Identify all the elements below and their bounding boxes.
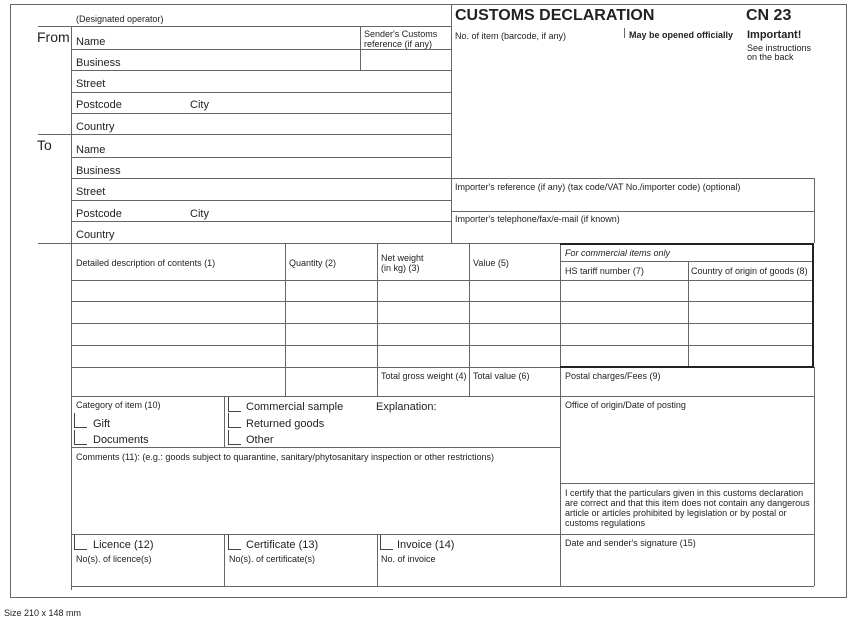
addressee-business-label[interactable]: Business: [76, 165, 121, 177]
instructions-line-1: See instructions: [747, 43, 812, 53]
certification-text: I certify that the particulars given in this customs declaration are correct and that this item does not contain any dangerous article or articles prohibited by legislation or by postal or customs regulations: [565, 488, 810, 528]
value-header: Value (5): [473, 258, 509, 268]
gift-checkbox[interactable]: [74, 413, 87, 428]
addressee-country-label[interactable]: Country: [76, 229, 115, 241]
important-label: Important!: [747, 29, 802, 41]
addressee-postcode-label[interactable]: Postcode: [76, 208, 122, 220]
licence-label: Licence (12): [93, 539, 154, 551]
sender-street-label[interactable]: Street: [76, 78, 106, 90]
gift-label: Gift: [93, 418, 111, 430]
office-of-origin-label[interactable]: Office of origin/Date of posting: [565, 400, 686, 410]
licence-number-label[interactable]: No(s). of licence(s): [76, 554, 152, 564]
returned-goods-label: Returned goods: [246, 418, 325, 430]
item-number-label: No. of item (barcode, if any): [455, 31, 567, 41]
importer-reference-label[interactable]: Importer's reference (if any) (tax code/VAT No./importer code) (optional): [455, 182, 741, 192]
form-code: CN 23: [746, 7, 792, 24]
documents-checkbox[interactable]: [74, 430, 87, 445]
importer-contact-label[interactable]: Importer's telephone/fax/e-mail (if known): [455, 214, 620, 224]
sender-business-label[interactable]: Business: [76, 57, 121, 69]
instructions-line-2: on the back: [747, 52, 794, 62]
invoice-label: Invoice (14): [397, 539, 455, 551]
sender-country-label[interactable]: Country: [76, 121, 115, 133]
certificate-number-label[interactable]: No(s). of certificate(s): [229, 554, 316, 564]
comments-label[interactable]: Comments (11): (e.g.: goods subject to quarantine, sanitary/phytosanitary inspection or other restrictions): [76, 452, 495, 462]
category-label: Category of item (10): [76, 400, 161, 410]
documents-label: Documents: [93, 434, 149, 446]
explanation-label[interactable]: Explanation:: [376, 401, 437, 413]
total-value-label[interactable]: Total value (6): [473, 371, 530, 381]
size-label: Size 210 x 148 mm: [4, 608, 82, 618]
may-be-opened-label: May be opened officially: [629, 30, 734, 40]
certificate-label: Certificate (13): [246, 539, 319, 551]
hs-tariff-header: HS tariff number (7): [565, 266, 644, 276]
quantity-header: Quantity (2): [289, 258, 337, 268]
contents-description-header: Detailed description of contents (1): [76, 258, 216, 268]
commercial-sample-checkbox[interactable]: [228, 397, 241, 412]
postal-charges-label[interactable]: Postal charges/Fees (9): [565, 371, 661, 381]
commercial-sample-label: Commercial sample: [246, 401, 344, 413]
addressee-name-label[interactable]: Name: [76, 144, 106, 156]
sender-postcode-label[interactable]: Postcode: [76, 99, 122, 111]
sender-customs-ref-1: Sender's Customs: [364, 29, 438, 39]
designated-operator-label: (Designated operator): [76, 14, 164, 24]
form-title: CUSTOMS DECLARATION: [455, 7, 655, 24]
other-checkbox[interactable]: [228, 430, 241, 445]
addressee-street-label[interactable]: Street: [76, 186, 106, 198]
sender-customs-ref-2[interactable]: reference (if any): [364, 39, 433, 49]
returned-goods-checkbox[interactable]: [228, 413, 241, 428]
net-weight-header-2: (in kg) (3): [381, 263, 420, 273]
total-gross-weight-label[interactable]: Total gross weight (4): [381, 371, 467, 381]
origin-header: Country of origin of goods (8): [691, 266, 808, 276]
invoice-checkbox[interactable]: [380, 535, 393, 550]
to-label: To: [37, 137, 52, 153]
from-label: From: [37, 29, 70, 45]
other-label: Other: [246, 434, 274, 446]
addressee-city-label[interactable]: City: [190, 208, 209, 220]
licence-checkbox[interactable]: [74, 535, 87, 550]
invoice-number-label[interactable]: No. of invoice: [381, 554, 436, 564]
certificate-checkbox[interactable]: [228, 535, 241, 550]
commercial-only-label: For commercial items only: [565, 248, 671, 258]
signature-label[interactable]: Date and sender's signature (15): [565, 538, 696, 548]
sender-city-label[interactable]: City: [190, 99, 209, 111]
sender-name-label[interactable]: Name: [76, 36, 106, 48]
net-weight-header-1: Net weight: [381, 253, 424, 263]
